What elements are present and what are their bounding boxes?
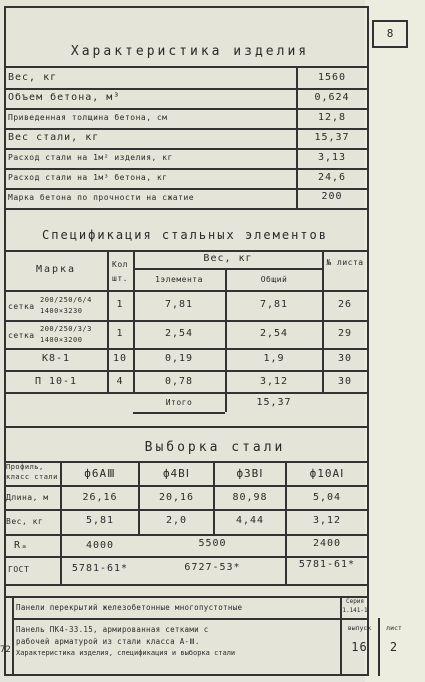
spec-total-label: Итого [165, 398, 193, 407]
divider [4, 392, 368, 394]
selection-ra-value: 2400 [312, 538, 342, 549]
characteristics-title: Характеристика изделия [70, 44, 310, 59]
selection-col-header: ф3ВⅠ [236, 467, 264, 480]
divider [4, 370, 368, 372]
titleblock-line2: Панель ПК4-33.15, армированная сетками с [16, 625, 209, 634]
divider [4, 509, 368, 511]
selection-col-header: ф6АⅢ [84, 467, 116, 480]
spec-header-weight: Вес, кг [203, 253, 253, 264]
divider [4, 584, 368, 586]
selection-ra-value: 4000 [85, 540, 115, 551]
divider [4, 128, 368, 130]
spec-header-sheet: № листа [326, 258, 364, 267]
page-margin [365, 0, 425, 682]
spec-row-qty: 1 [116, 299, 124, 310]
spec-row-weight-one: 0,19 [164, 353, 194, 364]
selection-weight-label: Вес, кг [6, 517, 44, 526]
spec-title: Спецификация стальных элементов [42, 228, 328, 242]
spec-row-mark: сетка [8, 331, 35, 340]
divider [133, 268, 322, 270]
spec-row-weight-total: 7,81 [259, 299, 289, 310]
spec-row-weight-total: 1,9 [263, 353, 285, 364]
selection-gost-value: 6727-53* [184, 562, 241, 573]
spec-row-mark-sub: 200/250/6/4 [40, 296, 92, 304]
divider [4, 148, 368, 150]
selection-length-label: Длина, м [6, 493, 49, 502]
spec-row-mark: П 10-1 [34, 376, 78, 387]
spec-total-value: 15,37 [256, 397, 292, 408]
divider [133, 412, 225, 414]
char-value-weight: 1560 [317, 72, 347, 83]
char-label-concrete-volume: Объем бетона, м³ [8, 92, 121, 103]
char-label-weight: Вес, кг [8, 72, 58, 83]
titleblock-line1: Панели перекрытий железобетонные многопустотные [16, 603, 243, 612]
spec-row-sheet: 30 [337, 353, 353, 364]
divider [4, 320, 368, 322]
selection-weight-value: 3,12 [312, 515, 342, 526]
divider [4, 188, 368, 190]
divider [4, 88, 368, 90]
spec-row-weight-one: 0,78 [164, 376, 194, 387]
selection-length-value: 5,04 [312, 492, 342, 503]
char-value-steel-per-m3: 24,6 [317, 172, 347, 183]
divider [4, 556, 368, 558]
divider [4, 168, 368, 170]
titleblock-line4: Характеристика изделия, спецификация и выборка стали [16, 649, 236, 657]
spec-row-qty: 1 [116, 328, 124, 339]
titleblock-series-label: Серия [345, 598, 365, 605]
spec-row-sheet: 30 [337, 376, 353, 387]
spec-row-mark: К8-1 [41, 353, 71, 364]
selection-length-value: 26,16 [82, 492, 118, 503]
selection-col-header: ф10АⅠ [309, 467, 345, 480]
divider [4, 108, 368, 110]
divider [12, 618, 368, 620]
char-value-thickness: 12,8 [317, 112, 347, 123]
selection-ra-label: Rₐ [14, 540, 29, 551]
spec-row-sheet: 26 [337, 299, 353, 310]
titleblock-issue-label: выпуск [347, 624, 372, 632]
divider [12, 596, 14, 676]
divider [4, 596, 368, 598]
divider [4, 426, 368, 428]
divider [4, 485, 368, 487]
selection-gost-value: 5781-61* [71, 563, 129, 574]
divider [4, 66, 368, 68]
char-label-steel-weight: Вес стали, кг [8, 132, 100, 143]
titleblock-sheet-label: лист [386, 624, 402, 632]
divider [4, 461, 368, 463]
selection-length-value: 20,16 [158, 492, 195, 503]
titleblock-issue-value: 16 [351, 640, 368, 654]
selection-corner-label: класс стали [6, 473, 58, 481]
spec-header-weight-total: Общий [260, 275, 288, 284]
selection-gost-label: ГОСТ [8, 565, 30, 574]
spec-row-weight-one: 2,54 [164, 328, 194, 339]
titleblock-sheet-value: 2 [389, 640, 399, 654]
titleblock-series-value: 1.141-1 [342, 607, 368, 614]
selection-gost-value: 5781-61* [298, 559, 356, 570]
spec-header-mark: Марка [35, 264, 77, 275]
selection-weight-value: 4,44 [235, 515, 265, 526]
spec-header-weight-one: 1элемента [155, 275, 203, 284]
spec-row-sheet: 29 [337, 328, 353, 339]
char-label-steel-per-m3: Расход стали на 1м³ бетона, кг [8, 173, 168, 182]
titleblock-line3: рабочей арматурой из стали класса А-Ⅲ. [16, 637, 200, 646]
char-value-steel-weight: 15,37 [314, 132, 350, 143]
selection-ra-value: 5500 [198, 538, 227, 549]
titleblock-left-mark: 72 [0, 645, 11, 655]
selection-weight-value: 2,0 [165, 515, 188, 526]
char-label-thickness: Приведенная толщина бетона, см [8, 113, 168, 122]
selection-title: Выборка стали [144, 440, 286, 455]
divider [4, 348, 368, 350]
spec-header-qty: Кол шт. [112, 260, 128, 283]
char-value-concrete-volume: 0,624 [314, 92, 350, 103]
divider [4, 534, 368, 536]
selection-col-header: ф4ВⅠ [162, 467, 191, 480]
divider [4, 290, 368, 292]
spec-row-mark-sub: 1400×3230 [40, 307, 83, 315]
spec-row-mark-sub: 200/250/3/3 [40, 325, 92, 333]
selection-length-value: 80,98 [232, 492, 268, 503]
selection-weight-value: 5,81 [85, 515, 115, 526]
divider [4, 250, 368, 252]
spec-row-weight-one: 7,81 [164, 299, 194, 310]
spec-row-weight-total: 3,12 [259, 376, 289, 387]
char-label-steel-per-m2: Расход стали на 1м² изделия, кг [8, 153, 173, 162]
spec-row-weight-total: 2,54 [259, 328, 289, 339]
spec-row-qty: 10 [112, 353, 128, 364]
spec-row-mark-sub: 1400×3200 [40, 336, 83, 344]
spec-row-mark: сетка [8, 302, 35, 311]
char-value-steel-per-m2: 3,13 [317, 152, 347, 163]
divider [4, 208, 368, 210]
selection-corner-label: Профиль, [6, 463, 44, 471]
spec-row-qty: 4 [116, 376, 124, 387]
char-value-concrete-grade: 200 [321, 191, 343, 202]
char-label-concrete-grade: Марка бетона по прочности на сжатие [8, 193, 195, 202]
page-number: 8 [372, 20, 408, 48]
